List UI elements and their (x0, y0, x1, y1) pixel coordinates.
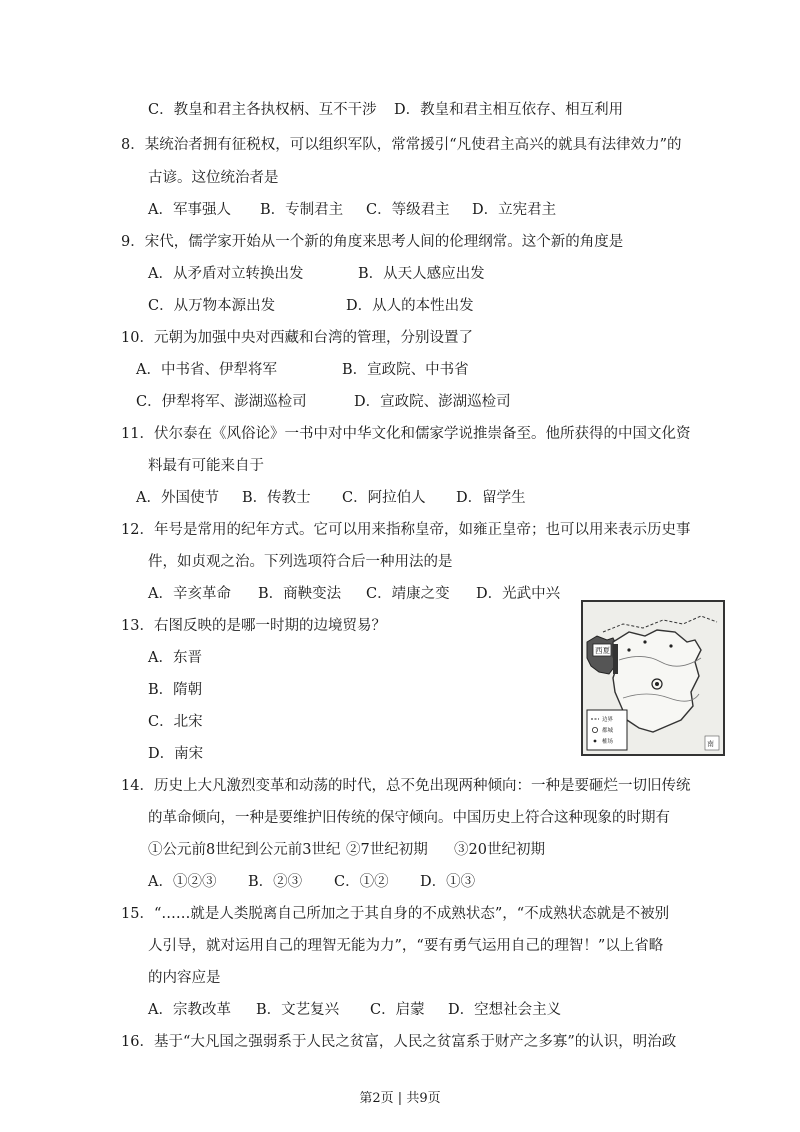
legend-market-label: 榷场 (602, 739, 614, 745)
map-corner-note: 南 (707, 740, 714, 748)
q11-stem-line2: 料最有可能来自于 (148, 458, 264, 474)
q8-stem-line2: 古谚。这位统治者是 (148, 170, 279, 186)
capital-dot (655, 682, 659, 686)
market-dot (643, 640, 646, 643)
legend-border-label: 边界 (602, 717, 614, 723)
q15-stem-line2: 人引导，就对运用自己的理智无能为力”，“要有勇气运用自己的理智！”以上省略 (148, 938, 664, 954)
q14-stem-line2: 的革命倾向，一种是要维护旧传统的保守倾向。中国历史上符合这种现象的时期有 (148, 810, 670, 826)
market-dot (669, 644, 672, 647)
q11-stem-line1: 11．伏尔泰在《风俗论》一书中对中华文化和儒家学说推崇备至。他所获得的中国文化资 (121, 426, 691, 442)
q12-stem-line1: 12．年号是常用的纪年方式。它可以用来指称皇帝，如雍正皇帝；也可以用来表示历史事 (121, 522, 691, 538)
q9-option-d[interactable]: D．从人的本性出发 (346, 298, 474, 314)
q8-option-c[interactable]: C．等级君主 (366, 202, 450, 218)
q12-option-b[interactable]: B．商鞅变法 (258, 586, 342, 602)
q12-stem-line2: 件，如贞观之治。下列选项符合后一种用法的是 (148, 554, 453, 570)
q7-option-d[interactable]: D．教皇和君主相互依存、相互利用 (394, 102, 624, 118)
q14-stem-line1: 14．历史上大凡激烈变革和动荡的时代，总不免出现两种倾向：一种是要砸烂一切旧传统 (121, 778, 691, 794)
q16-stem-line1: 16．基于“大凡国之强弱系于人民之贫富，人民之贫富系于财产之多寡”的认识，明治政 (121, 1034, 677, 1050)
legend-market-swatch (594, 740, 597, 743)
q14-option-b[interactable]: B．②③ (248, 874, 303, 890)
q14-option-d[interactable]: D．①③ (420, 874, 476, 890)
q15-option-c[interactable]: C．启蒙 (370, 1002, 425, 1018)
q8-option-d[interactable]: D．立宪君主 (472, 202, 557, 218)
q9-stem: 9．宋代，儒学家开始从一个新的角度来思考人间的伦理纲常。这个新的角度是 (121, 234, 624, 250)
q12-option-d[interactable]: D．光武中兴 (476, 586, 561, 602)
q10-option-c[interactable]: C．伊犁将军、澎湖巡检司 (136, 394, 307, 410)
q14-option-a[interactable]: A．①②③ (148, 874, 217, 890)
q12-option-a[interactable]: A．辛亥革命 (148, 586, 231, 602)
q9-option-a[interactable]: A．从矛盾对立转换出发 (148, 266, 304, 282)
xixia-label: 西夏 (595, 646, 610, 655)
q9-option-c[interactable]: C．从万物本源出发 (148, 298, 276, 314)
q8-option-b[interactable]: B．专制君主 (260, 202, 344, 218)
q12-option-c[interactable]: C．靖康之变 (366, 586, 450, 602)
q11-option-d[interactable]: D．留学生 (456, 490, 526, 506)
q15-option-b[interactable]: B．文艺复兴 (256, 1002, 340, 1018)
q15-stem-line1: 15．“……就是人类脱离自己所加之于其自身的不成熟状态”，“不成熟状态就是不被别 (121, 906, 670, 922)
q8-option-a[interactable]: A．军事强人 (148, 202, 231, 218)
q14-choice-1: ①公元前8世纪到公元前3世纪 (148, 842, 341, 858)
q15-option-a[interactable]: A．宗教改革 (148, 1002, 231, 1018)
q13-option-b[interactable]: B．隋朝 (148, 682, 203, 698)
q11-option-a[interactable]: A．外国使节 (136, 490, 219, 506)
q11-option-c[interactable]: C．阿拉伯人 (342, 490, 426, 506)
q14-choice-3: ③20世纪初期 (454, 842, 545, 858)
q13-option-a[interactable]: A．东晋 (148, 650, 202, 666)
q9-option-b[interactable]: B．从天人感应出发 (358, 266, 485, 282)
page-footer: 第2页 | 共9页 (359, 1091, 441, 1106)
q13-option-d[interactable]: D．南宋 (148, 746, 204, 762)
q14-choice-2: ②7世纪初期 (346, 842, 428, 858)
q13-stem: 13．右图反映的是哪一时期的边境贸易？ (121, 618, 386, 634)
border-trade-map (581, 600, 725, 756)
q10-option-a[interactable]: A．中书省、伊犁将军 (136, 362, 277, 378)
q15-option-d[interactable]: D．空想社会主义 (448, 1002, 562, 1018)
q15-stem-line3: 的内容应是 (148, 970, 221, 986)
q10-option-d[interactable]: D．宣政院、澎湖巡检司 (354, 394, 511, 410)
map-drawing (583, 602, 723, 754)
q11-option-b[interactable]: B．传教士 (242, 490, 311, 506)
trade-strip (613, 644, 618, 674)
market-dot (627, 648, 630, 651)
legend-capital-label: 都城 (602, 728, 614, 734)
q10-option-b[interactable]: B．宣政院、中书省 (342, 362, 469, 378)
q7-option-c[interactable]: C．教皇和君主各执权柄、互不干涉 (148, 102, 377, 118)
q13-option-c[interactable]: C．北宋 (148, 714, 203, 730)
q8-stem-line1: 8．某统治者拥有征税权，可以组织军队，常常援引“凡使君主高兴的就具有法律效力”的 (121, 137, 682, 153)
q10-stem: 10．元朝为加强中央对西藏和台湾的管理，分别设置了 (121, 330, 473, 346)
q14-option-c[interactable]: C．①② (334, 874, 389, 890)
